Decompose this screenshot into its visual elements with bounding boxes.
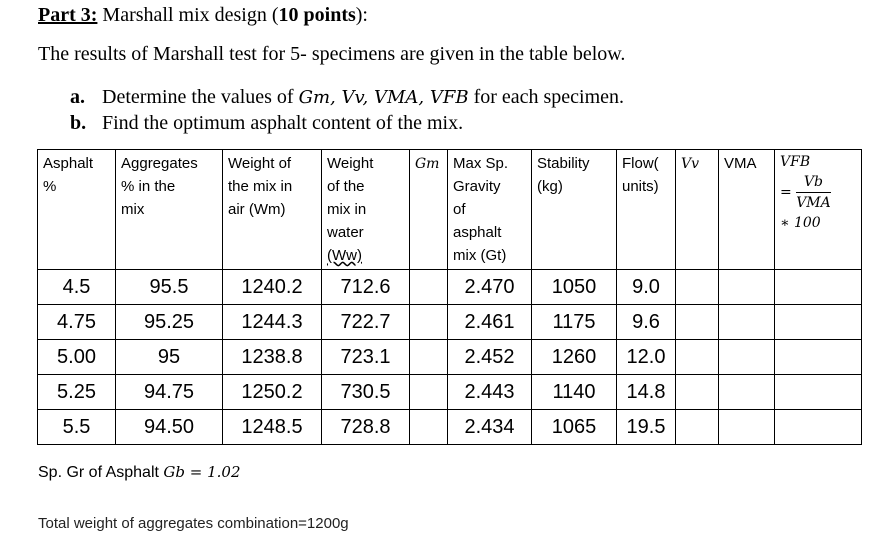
header-weight-water: Weight of the mix in water (Ww) (322, 150, 410, 270)
header-max-sp-gravity: Max Sp. Gravity of asphalt mix (Gt) (448, 150, 532, 270)
header-aggregates: Aggregates % in the mix (116, 150, 223, 270)
sp-gr-label: Sp. Gr of Asphalt (38, 464, 164, 481)
header-weight-air: Weight of the mix in air (Wm) (223, 150, 322, 270)
header-vfb: VFB = $\frac{Vb}{\text{VMA}}$ ∗ 100 (775, 150, 862, 270)
total-aggregate-weight: Total weight of aggregates combination=1200g (38, 515, 349, 532)
header-asphalt: Asphalt % (38, 150, 116, 270)
header-flow: Flow( units) (617, 150, 676, 270)
table-row: 5.00 95 1238.8 723.1 2.452 1260 12.0 (38, 340, 862, 375)
table-header-row (38, 150, 862, 270)
title-close: ): (355, 4, 368, 26)
question-text-post: for each specimen. (468, 86, 625, 108)
part-label: Part 3: (38, 4, 98, 26)
question-label: a. (70, 86, 85, 108)
header-stability: Stability (kg) (532, 150, 617, 270)
table-row: 4.5 95.5 1240.2 712.6 2.470 1050 9.0 (38, 270, 862, 305)
question-math: Gm, Vv, VMA, VFB (298, 87, 469, 108)
question-text-pre: Find the optimum asphalt content of the mix. (102, 112, 464, 134)
question-a (70, 86, 624, 109)
part-title (38, 4, 368, 27)
table-row: 5.5 94.50 1248.5 728.8 2.434 1065 19.5 (38, 410, 862, 445)
table-row: 5.25 94.75 1250.2 730.5 2.443 1140 14.8 (38, 375, 862, 410)
sp-gr-value: Gb = 1.02 (163, 463, 241, 481)
asphalt-specific-gravity (38, 463, 241, 482)
intro-text: The results of Marshall test for 5- specimens are given in the table below. (38, 43, 626, 65)
question-b (70, 112, 463, 135)
header-gm: Gm (410, 150, 448, 270)
question-label: b. (70, 112, 87, 134)
header-vv: Vv (676, 150, 719, 270)
header-vma: VMA (719, 150, 775, 270)
marshall-results-table (37, 149, 862, 445)
title-points: 10 points (278, 4, 356, 26)
question-text-pre: Determine the values of (102, 86, 299, 108)
table-row: 4.75 95.25 1244.3 722.7 2.461 1175 9.6 (38, 305, 862, 340)
title-text: Marshall mix design ( (97, 4, 279, 26)
